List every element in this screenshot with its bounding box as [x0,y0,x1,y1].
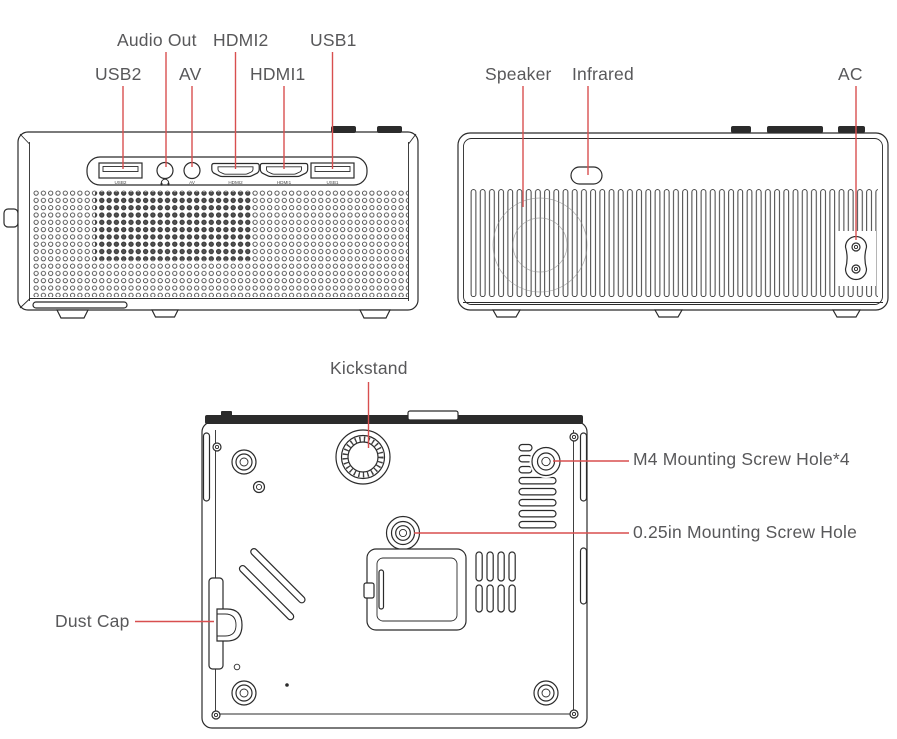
top-button [331,126,356,133]
top-button [377,126,402,133]
foot [360,310,390,318]
hdmi2-port-print: HDMI2 [228,180,243,185]
label-av: AV [179,64,202,84]
label-quarter-mounting-screw-hole: 0.25in Mounting Screw Hole [633,522,858,542]
vent-slats [469,189,878,297]
front-edge-bar [205,415,583,424]
usb2-port-print: USB2 [114,180,127,185]
label-dust-cap: Dust Cap [55,611,130,631]
top-button [767,126,823,133]
label-m4-mounting-screw-hole: M4 Mounting Screw Hole*4 [633,449,850,469]
bottom-slot [33,302,127,308]
back-panel-view [4,126,418,318]
label-infrared: Infrared [572,64,634,84]
speaker-grille-dark-dots [95,192,253,260]
side-knob [4,209,18,227]
label-usb2: USB2 [95,64,142,84]
label-hdmi2: HDMI2 [213,30,269,50]
infrared-window [571,167,602,184]
foot [57,310,88,318]
av-port-print: AV [189,180,195,185]
label-audio-out: Audio Out [117,30,197,50]
label-speaker: Speaker [485,64,552,84]
usb1-port-print: USB1 [326,180,339,185]
foot [833,310,860,317]
rubber-foot [232,450,256,474]
foot [493,310,520,317]
label-kickstand: Kickstand [330,358,408,378]
label-usb1: USB1 [310,30,357,50]
rubber-foot [534,681,558,705]
rubber-foot [232,681,256,705]
hdmi1-port-print: HDMI1 [276,180,292,185]
bottom-view [202,411,587,728]
label-hdmi1: HDMI1 [250,64,306,84]
kickstand-knob [336,430,390,484]
foot [655,310,682,317]
label-ac: AC [838,64,863,84]
foot [152,310,178,317]
top-button [731,126,751,133]
access-door [364,549,466,630]
top-button [838,126,865,133]
ac-inlet [846,237,867,280]
